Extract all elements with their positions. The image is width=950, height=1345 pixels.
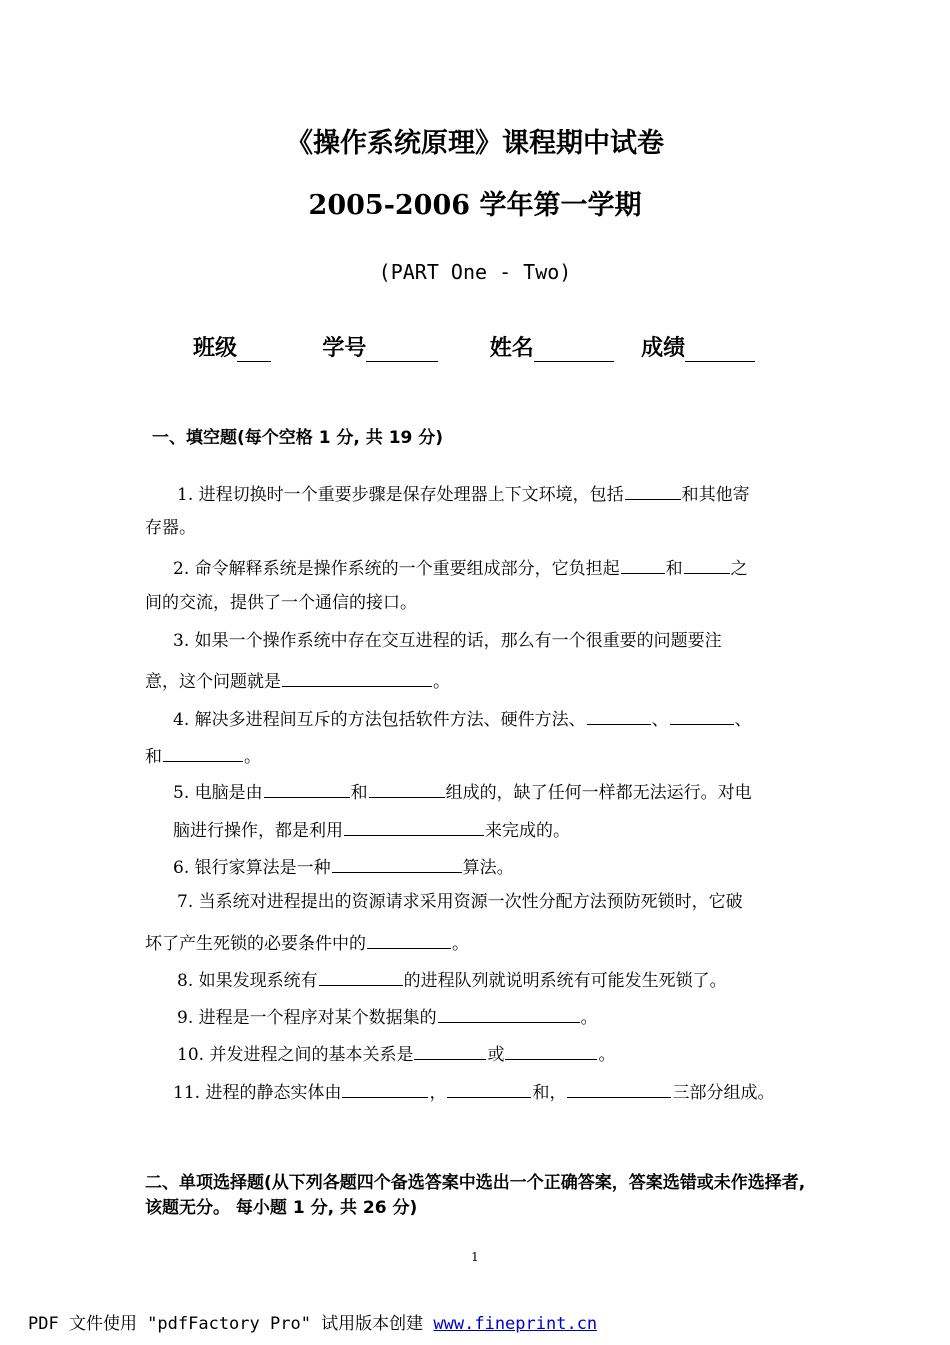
question-2-line-1	[173, 555, 748, 579]
class-blank[interactable]	[237, 339, 271, 362]
q7-text-2: 。	[452, 934, 469, 954]
q5-text-3: 组成的，缺了任何一样都无法运行。对电	[445, 783, 752, 803]
q1-text-2: 和其他寄	[681, 485, 750, 505]
name-label: 姓名	[489, 336, 534, 361]
page-number: 1	[471, 1250, 479, 1264]
score-label: 成绩	[641, 336, 686, 361]
q2-text-3: 之	[730, 559, 748, 579]
q11-blank-3[interactable]	[567, 1079, 671, 1098]
q4-text: 4. 解决多进程间互斥的方法包括软件方法、硬件方法、	[173, 710, 586, 730]
question-8	[177, 967, 727, 991]
q4-text-2: 和	[145, 747, 162, 767]
q11-text: 11. 进程的静态实体由	[173, 1083, 342, 1103]
q7-blank[interactable]	[367, 930, 451, 949]
question-9	[177, 1004, 598, 1028]
question-2-line-2: 间的交流，提供了一个通信的接口。	[145, 593, 417, 613]
q3-blank[interactable]	[282, 668, 432, 687]
q10-blank-1[interactable]	[414, 1041, 486, 1060]
q2-text-2: 和	[665, 559, 683, 579]
q6-blank[interactable]	[332, 854, 462, 873]
q8-text: 8. 如果发现系统有	[177, 971, 318, 991]
q5-text-2: 和	[350, 783, 368, 803]
q9-text: 9. 进程是一个程序对某个数据集的	[177, 1008, 437, 1028]
footer-link[interactable]: www.fineprint.cn	[433, 1314, 598, 1334]
question-5-line-1	[173, 779, 752, 803]
q4-sep-2: 、	[734, 710, 752, 730]
footer-text: PDF 文件使用 "pdfFactory Pro" 试用版本创建	[28, 1314, 434, 1334]
question-10	[177, 1041, 615, 1065]
q4-blank-1[interactable]	[587, 706, 651, 725]
student-id-label: 学号	[322, 336, 367, 361]
q4-blank-2[interactable]	[670, 706, 734, 725]
question-5-line-2	[173, 817, 570, 841]
question-7-line-1: 7. 当系统对进程提出的资源请求采用资源一次性分配方法预防死锁时，它破	[177, 892, 743, 912]
q10-text-2: 或	[487, 1045, 505, 1065]
q4-text-3: 。	[244, 747, 261, 767]
question-6	[173, 854, 514, 878]
q11-text-4: 三部分组成。	[672, 1083, 775, 1103]
q11-text-3: 和，	[532, 1083, 567, 1103]
score-blank[interactable]	[685, 339, 755, 362]
q2-blank-2[interactable]	[684, 555, 730, 574]
q5-blank-1[interactable]	[264, 779, 350, 798]
q8-blank[interactable]	[319, 967, 403, 986]
q3-text: 意，这个问题就是	[145, 672, 281, 692]
q5-text-4: 脑进行操作，都是利用	[173, 821, 343, 841]
section-2-heading: 二、单项选择题(从下列各题四个备选答案中选出一个正确答案，答案选错或未作选择者, 该题无分。 每小题 1 分, 共 26 分)	[145, 1173, 806, 1218]
question-11	[173, 1079, 774, 1103]
exam-title: 《操作系统原理》课程期中试卷	[286, 128, 664, 159]
q6-text-2: 算法。	[462, 858, 514, 878]
student-info-row	[193, 331, 755, 362]
question-3-line-2	[145, 668, 450, 692]
q5-blank-3[interactable]	[344, 817, 484, 836]
q2-blank-1[interactable]	[621, 555, 665, 574]
q5-text-5: 来完成的。	[485, 821, 570, 841]
q8-text-2: 的进程队列就说明系统有可能发生死锁了。	[403, 971, 727, 991]
q10-blank-2[interactable]	[505, 1041, 597, 1060]
question-4-line-2	[145, 743, 261, 767]
q5-text: 5. 电脑是由	[173, 783, 263, 803]
q11-blank-2[interactable]	[447, 1079, 531, 1098]
q9-blank[interactable]	[438, 1004, 580, 1023]
question-1-line-2: 存器。	[145, 518, 196, 538]
part-label: (PART One - Two)	[378, 260, 572, 284]
question-3-line-1: 3. 如果一个操作系统中存在交互进程的话，那么有一个很重要的问题要注	[173, 631, 722, 651]
q7-text: 坏了产生死锁的必要条件中的	[145, 934, 366, 954]
pdf-footer	[28, 1309, 597, 1334]
q11-blank-1[interactable]	[342, 1079, 428, 1098]
q1-text: 1. 进程切换时一个重要步骤是保存处理器上下文环境，包括	[177, 485, 624, 505]
q5-blank-2[interactable]	[369, 779, 445, 798]
question-7-line-2	[145, 930, 469, 954]
q10-text: 10. 并发进程之间的基本关系是	[177, 1045, 414, 1065]
q6-text: 6. 银行家算法是一种	[173, 858, 331, 878]
q3-text-2: 。	[433, 672, 450, 692]
q1-blank[interactable]	[625, 481, 681, 500]
class-label: 班级	[193, 336, 238, 361]
question-1-line-1	[177, 481, 750, 505]
q11-text-2: ，	[429, 1083, 447, 1103]
question-4-line-1	[173, 706, 752, 730]
exam-term: 2005-2006 学年第一学期	[308, 190, 642, 221]
section-1-heading: 一、填空题(每个空格 1 分, 共 19 分)	[152, 428, 444, 448]
student-id-blank[interactable]	[366, 339, 438, 362]
q4-sep-1: 、	[651, 710, 669, 730]
q2-text: 2. 命令解释系统是操作系统的一个重要组成部分，它负担起	[173, 559, 620, 579]
q4-blank-3[interactable]	[163, 743, 243, 762]
name-blank[interactable]	[534, 339, 614, 362]
q9-text-2: 。	[580, 1008, 598, 1028]
q10-text-3: 。	[598, 1045, 616, 1065]
